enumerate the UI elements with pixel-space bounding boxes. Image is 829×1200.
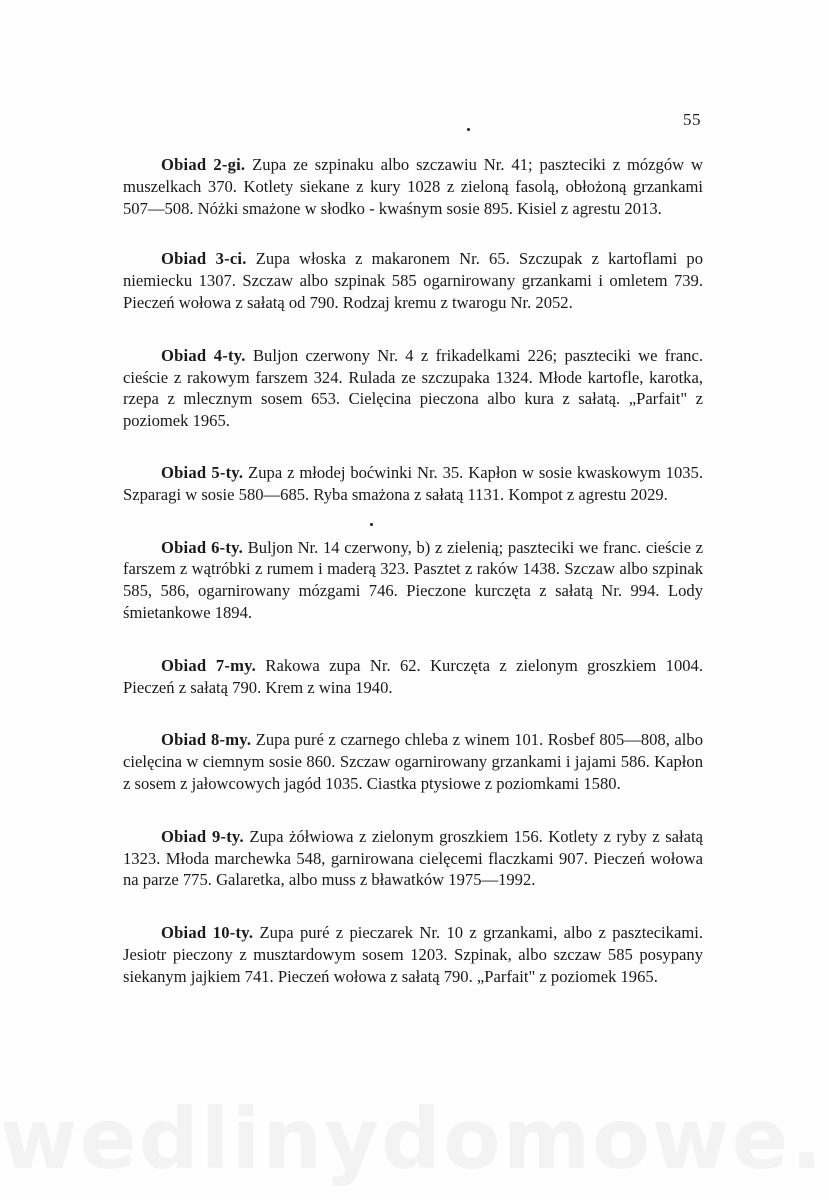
menu-entry-label: Obiad 5-ty. (161, 462, 244, 482)
menu-entry-text: Buljon czerwony Nr. 4 z frikadelkami 226; paszteciki we franc. cieście z rakowym farszem 324. Rulada ze szczupaka 1324. Młode kartofle, karotka, rzepa z mlecznym sosem 653. Cielęcina pieczona albo kura z sałatą. „Parfait" z poziomek 1965. (123, 345, 703, 431)
menu-entry-2 (123, 154, 703, 219)
menu-entry-8 (123, 729, 703, 794)
menu-entry-text: Rakowa zupa Nr. 62. Kurczęta z zielonym groszkiem 1004. Pieczeń z sałatą 790. Krem z wina 1940. (123, 655, 704, 697)
menu-entry-7 (123, 655, 703, 699)
menu-entry-label: Obiad 6-ty. (161, 537, 244, 557)
menu-entry-text: Zupa żółwiowa z zielonym groszkiem 156. Kotlety z ryby z sałatą 1323. Młoda marchewka 548, garnirowana cielęcemi flaczkami 907. Pieczeń wołowa na parze 775. Galaretka, albo muss z bławatków 1975—1992. (123, 826, 704, 890)
menu-entry-3 (123, 248, 703, 313)
menu-entry-text: Buljon Nr. 14 czerwony, b) z zielenią; paszteciki we franc. cieście z farszem z wątróbki z rumem i maderą 323. Pasztet z raków 1438. Szczaw albo szpinak 585, 586, ogarnirowany mózgami 746. Pieczone kurczęta z sałatą Nr. 994. Lody śmietankowe 1894. (123, 537, 704, 622)
menu-entry-label: Obiad 4-ty. (161, 345, 246, 365)
menu-entry-label: Obiad 2-gi. (161, 155, 246, 174)
menu-entry-text: Zupa puré z czarnego chleba z winem 101. Rosbef 805—808, albo cielęcina w ciemnym sosie 860. Szczaw ogarnirowany grzankami i jajami 586. Kapłon z sosem z jałowcowych jagód 1035. Ciastka ptysiowe z poziomkami 1580. (123, 730, 703, 793)
menu-entry-4 (123, 345, 703, 432)
menu-entry-label: Obiad 3-ci. (161, 249, 247, 269)
menu-list (123, 154, 703, 988)
menu-entry-label: Obiad 10-ty. (161, 923, 254, 943)
print-speck (467, 128, 470, 131)
menu-entry-6 (123, 537, 703, 624)
menu-entry-text: Zupa puré z pieczarek Nr. 10 z grzankami, albo z pasztecikami. Jesiotr pieczony z musztardowym sosem 1203. Szpinak, albo szczaw 585 posypany siekanym jajkiem 741. Pieczeń wołowa z sałatą 790. „Parfait" z poziomek 1965. (123, 923, 703, 986)
menu-entry-9 (123, 826, 703, 891)
menu-entry-text: Zupa z młodej boćwinki Nr. 35. Kapłon w sosie kwaskowym 1035. Szparagi w sosie 580—685. Ryba smażona z sałatą 1131. Kompot z agrestu 2029. (123, 462, 703, 504)
menu-entry-10 (123, 922, 703, 987)
menu-entry-text: Zupa włoska z makaronem Nr. 65. Szczupak z kartoflami po niemiecku 1307. Szczaw albo szpinak 585 ogarnirowany grzankami i omletem 739. Pieczeń wołowa z sałatą od 790. Rodzaj kremu z twarogu Nr. 2052. (123, 249, 703, 312)
menu-entry-label: Obiad 9-ty. (161, 826, 244, 846)
menu-entry-label: Obiad 8-my. (161, 730, 252, 750)
menu-entry-text: Zupa ze szpinaku albo szczawiu Nr. 41; paszteciki z mózgów w muszelkach 370. Kotlety siekane z kury 1028 z zieloną fasolą, obłożoną grzankami 507—508. Nóżki smażone w słodko - kwaśnym sosie 895. Kisiel z agrestu 2013. (123, 155, 703, 218)
page-number: 55 (683, 110, 701, 129)
site-watermark (0, 1090, 829, 1188)
menu-entry-label: Obiad 7-my. (161, 655, 257, 675)
menu-entry-5 (123, 462, 703, 506)
